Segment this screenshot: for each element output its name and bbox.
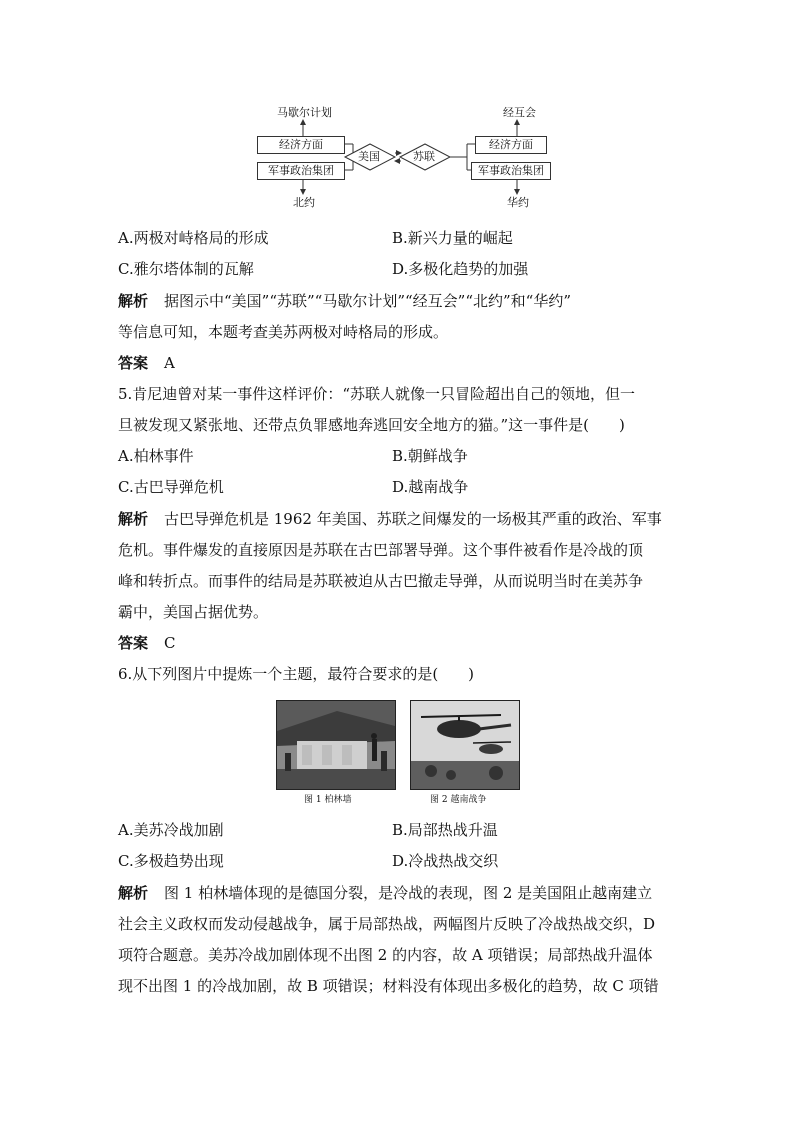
q6-analysis-line4: 现不出图 1 的冷战加剧，故 B 项错误；材料没有体现出多极化的趋势，故 C 项错	[118, 977, 659, 995]
q5-answer: C	[164, 634, 176, 652]
q6-option-b: B.局部热战升温	[392, 821, 498, 839]
nato-label: 北约	[293, 196, 315, 209]
ussr-label: 苏联	[413, 150, 435, 163]
vietnam-war-image	[411, 701, 519, 789]
q6-option-c: C.多极趋势出现	[118, 852, 224, 870]
q6-analysis-line1: 图 1 柏林墙体现的是德国分裂，是冷战的表现，图 2 是美国阻止越南建立	[164, 884, 653, 902]
q5-analysis-line1: 古巴导弹危机是 1962 年美国、苏联之间爆发的一场极其严重的政治、军事	[164, 510, 662, 528]
q5-option-c: C.古巴导弹危机	[118, 478, 224, 496]
q4-analysis-line1: 据图示中“美国”“苏联”“马歇尔计划”“经互会”“北约”和“华约”	[164, 292, 572, 310]
right-economic-box: 经济方面	[475, 136, 547, 154]
right-military-box: 军事政治集团	[471, 162, 551, 180]
q5-analysis-line2: 危机。事件爆发的直接原因是苏联在古巴部署导弹。这个事件被看作是冷战的顶	[118, 541, 644, 559]
berlin-wall-image	[277, 701, 395, 789]
q4-option-c: C.雅尔塔体制的瓦解	[118, 260, 254, 278]
q6-analysis-label: 解析	[118, 884, 149, 902]
q5-analysis-line3: 峰和转折点。而事件的结局是苏联被迫从古巴撤走导弹，从而说明当时在美苏争	[118, 572, 644, 590]
q5-answer-label: 答案	[118, 634, 149, 652]
q6-option-d: D.冷战热战交织	[392, 852, 499, 870]
left-economic-box: 经济方面	[257, 136, 345, 154]
q4-option-d: D.多极化趋势的加强	[392, 260, 529, 278]
q4-answer-label: 答案	[118, 354, 149, 372]
q5-analysis-label: 解析	[118, 510, 149, 528]
left-military-box: 军事政治集团	[257, 162, 345, 180]
q4-option-a: A.两极对峙格局的形成	[118, 229, 269, 247]
q5-option-d: D.越南战争	[392, 478, 469, 496]
bipolar-diagram	[245, 100, 555, 215]
q6-option-a: A.美苏冷战加剧	[118, 821, 224, 839]
q4-analysis-line2: 等信息可知，本题考查美苏两极对峙格局的形成。	[118, 323, 449, 341]
warsaw-pact-label: 华约	[507, 196, 529, 209]
usa-label: 美国	[358, 150, 380, 163]
q4-analysis-label: 解析	[118, 292, 149, 310]
q6-stem: 6.从下列图片中提炼一个主题，最符合要求的是( )	[118, 665, 475, 683]
marshall-plan-label: 马歇尔计划	[277, 106, 332, 119]
photo2-caption: 图 2 越南战争	[430, 795, 487, 805]
q4-answer: A	[164, 354, 175, 372]
q5-stem-line1: 5.肯尼迪曾对某一事件这样评价：“苏联人就像一只冒险超出自己的领地，但一	[118, 385, 635, 403]
q4-option-b: B.新兴力量的崛起	[392, 229, 513, 247]
q5-option-b: B.朝鲜战争	[392, 447, 468, 465]
q5-analysis-line4: 霸中，美国占据优势。	[118, 603, 269, 621]
q6-analysis-line3: 项符合题意。美苏冷战加剧体现不出图 2 的内容，故 A 项错误；局部热战升温体	[118, 946, 653, 964]
q5-stem-line2: 旦被发现又紧张地、还带点负罪感地奔逃回安全地方的猫。”这一事件是( )	[118, 416, 625, 434]
photo1-caption: 图 1 柏林墙	[304, 795, 352, 805]
q6-analysis-line2: 社会主义政权而发动侵越战争，属于局部热战，两幅图片反映了冷战热战交织，D	[118, 915, 656, 933]
berlin-wall-photo	[276, 700, 396, 790]
q5-option-a: A.柏林事件	[118, 447, 194, 465]
comecon-label: 经互会	[503, 106, 536, 119]
vietnam-war-photo	[410, 700, 520, 790]
